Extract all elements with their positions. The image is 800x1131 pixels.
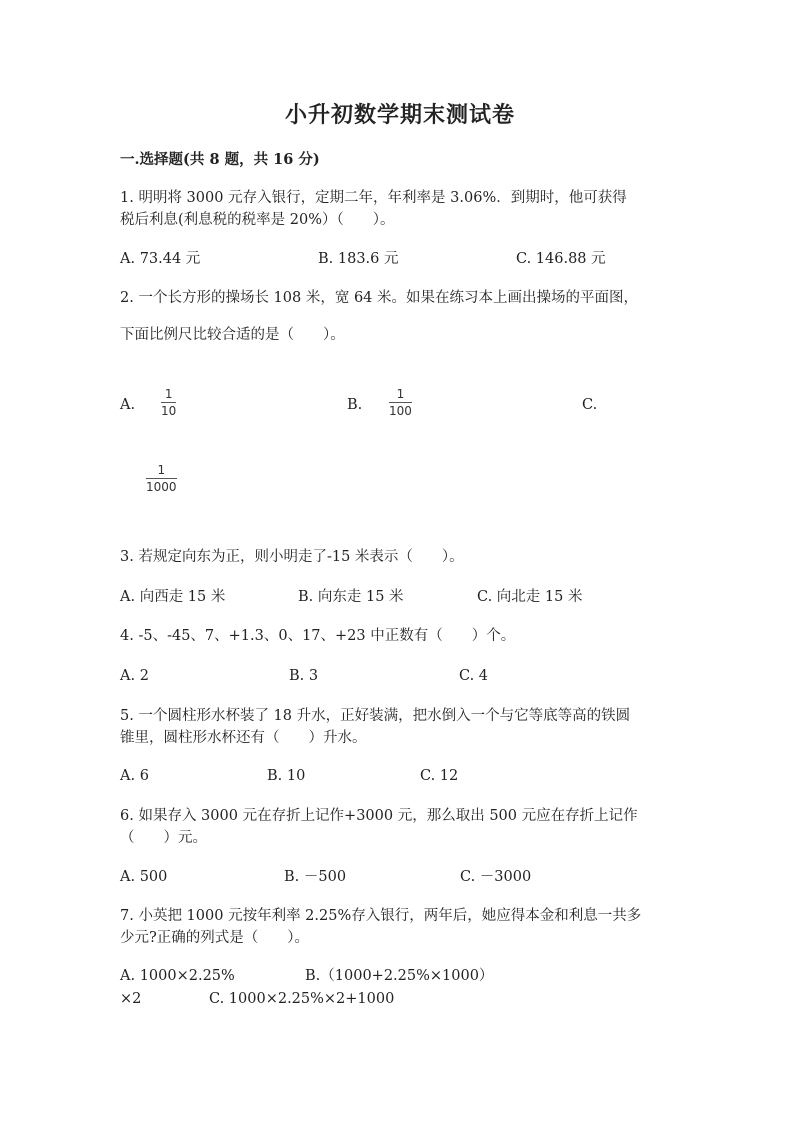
fraction-bar xyxy=(161,402,176,403)
fraction-numerator: 1 xyxy=(396,387,405,401)
question-5-text: 5. 一个圆柱形水杯装了 18 升水，正好装满，把水倒入一个与它等底等高的铁圆 xyxy=(120,708,631,724)
question-5-option-a: A. 6 xyxy=(120,768,149,784)
question-3-option-c: C. 向北走 15 米 xyxy=(477,589,583,605)
question-7-option-b-cont: ×2 xyxy=(120,991,142,1007)
question-4-option-c: C. 4 xyxy=(459,668,489,684)
question-7-option-c: C. 1000×2.25%×2+1000 xyxy=(209,991,395,1007)
question-1-option-b: B. 183.6 元 xyxy=(318,251,399,267)
fraction-denominator: 1000 xyxy=(146,480,177,494)
question-2-option-b-fraction xyxy=(389,387,412,418)
question-7-option-a: A. 1000×2.25% xyxy=(120,968,235,984)
question-1-option-c: C. 146.88 元 xyxy=(516,251,606,267)
question-2-text: 2. 一个长方形的操场长 108 米，宽 64 米。如果在练习本上画出操场的平面图， xyxy=(120,290,639,306)
fraction-denominator: 100 xyxy=(389,404,412,418)
question-2-option-c-fraction xyxy=(146,463,177,494)
question-4-text: 4. -5、-45、7、+1.3、0、17、+23 中正数有（ ）个。 xyxy=(120,628,516,644)
question-7-text-cont: 少元?正确的列式是（ ）。 xyxy=(120,930,310,946)
section-heading: 一.选择题(共 8 题，共 16 分) xyxy=(120,151,320,168)
question-6-text-cont: （ ）元。 xyxy=(120,830,207,846)
question-4-option-a: A. 2 xyxy=(120,668,149,684)
question-6-option-a: A. 500 xyxy=(120,869,168,885)
fraction-numerator: 1 xyxy=(164,387,173,401)
question-2-option-c: C. xyxy=(582,397,598,413)
fraction-bar xyxy=(146,478,177,479)
question-4-option-b: B. 3 xyxy=(289,668,319,684)
question-5-option-c: C. 12 xyxy=(420,768,459,784)
question-2-option-a-fraction xyxy=(161,387,176,418)
question-7-option-b: B.（1000+2.25%×1000） xyxy=(305,968,494,984)
page-title: 小升初数学期末测试卷 xyxy=(284,102,515,128)
question-1-text-cont: 税后利息(利息税的税率是 20%）（ ）。 xyxy=(120,212,395,228)
question-1-option-a: A. 73.44 元 xyxy=(120,251,201,267)
fraction-denominator: 10 xyxy=(161,404,177,418)
fraction-numerator: 1 xyxy=(157,463,166,477)
question-2-option-a: A. xyxy=(120,397,136,413)
question-3-option-b: B. 向东走 15 米 xyxy=(298,589,404,605)
question-2-option-b: B. xyxy=(347,397,363,413)
question-2-text-cont: 下面比例尺比较合适的是（ ）。 xyxy=(120,327,345,343)
question-6-option-c: C. －3000 xyxy=(460,869,532,885)
question-7-text: 7. 小英把 1000 元按年利率 2.25%存入银行，两年后，她应得本金和利息一共多 xyxy=(120,908,642,924)
question-6-option-b: B. －500 xyxy=(284,869,347,885)
question-5-text-cont: 锥里，圆柱形水杯还有（ ）升水。 xyxy=(120,730,367,746)
question-3-option-a: A. 向西走 15 米 xyxy=(120,589,226,605)
question-3-text: 3. 若规定向东为正，则小明走了-15 米表示（ ）。 xyxy=(120,549,464,565)
fraction-bar xyxy=(389,402,412,403)
question-1-text: 1. 明明将 3000 元存入银行，定期二年，年利率是 3.06%．到期时，他可获得 xyxy=(120,190,627,206)
question-5-option-b: B. 10 xyxy=(267,768,306,784)
question-6-text: 6. 如果存入 3000 元在存折上记作+3000 元，那么取出 500 元应在存折上记作 xyxy=(120,808,638,824)
